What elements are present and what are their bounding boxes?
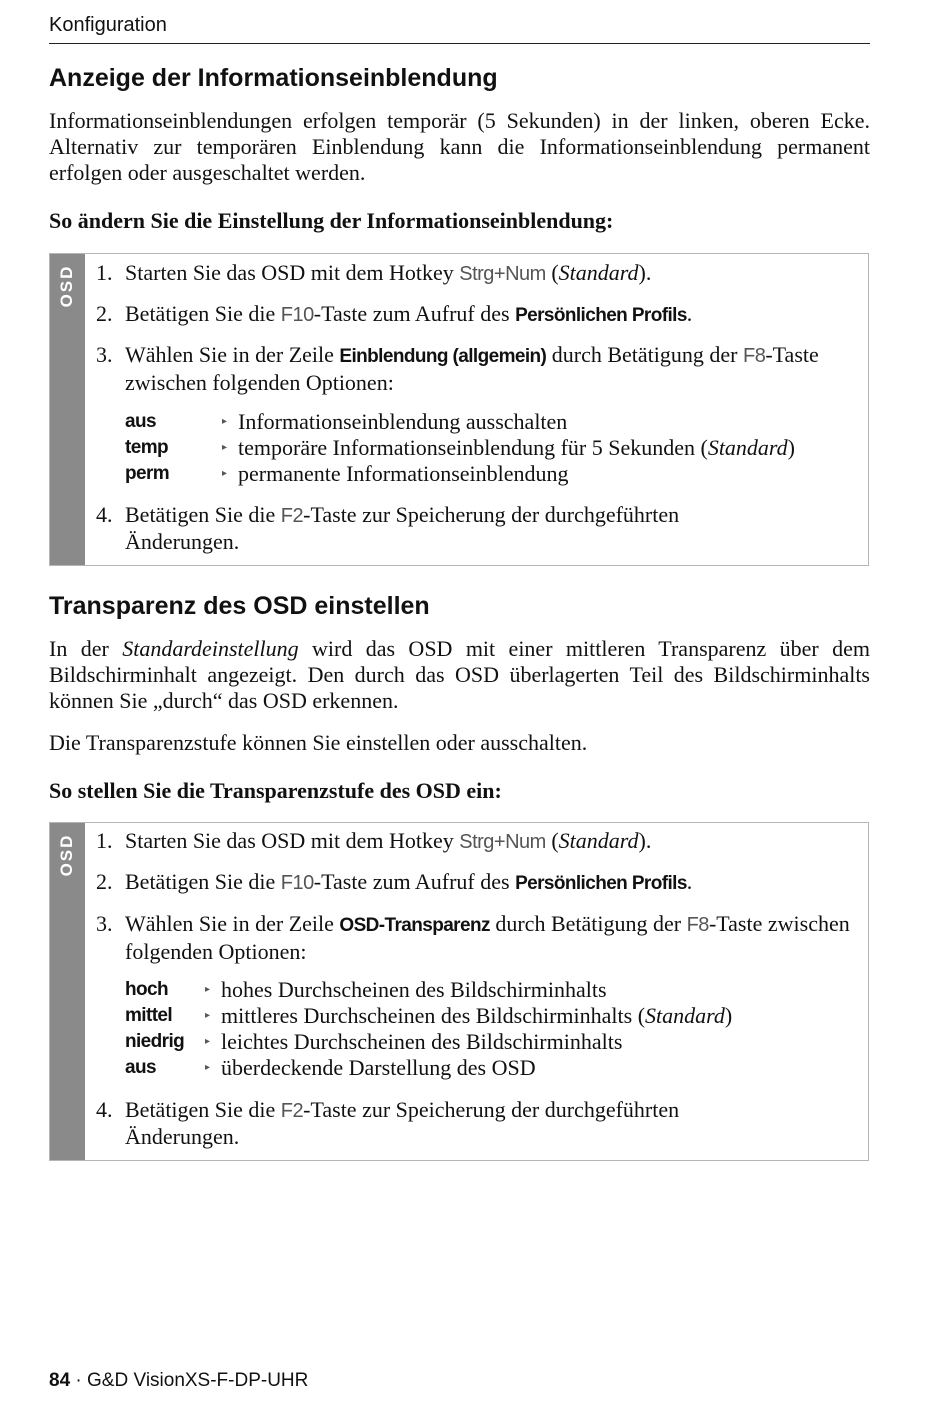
option-description-end: ): [724, 1003, 733, 1028]
section-title-info-overlay: Anzeige der Informationseinblendung: [49, 64, 498, 92]
step-text: (: [545, 260, 559, 285]
option-key: niedrig: [125, 1031, 185, 1052]
option-row: [125, 1055, 855, 1081]
option-key: aus: [125, 411, 156, 432]
menu-name: Persönlichen Profils: [515, 305, 687, 326]
option-row: [125, 1003, 855, 1029]
page-footer: [49, 1370, 308, 1392]
step-number: 3.: [96, 911, 113, 936]
step-4: [96, 1097, 748, 1150]
step-number: 3.: [96, 342, 113, 367]
hotkey: Strg+Num: [459, 831, 546, 853]
step-3: [96, 911, 858, 965]
step-4: [96, 502, 748, 555]
intro-text: wird das OSD mit einer mittleren Transparenz über dem Bildschirminhalt angezeigt. Den durch das OSD überlagerten Teil des Bildschirminhalts können Sie „durch“ das OSD erkennen.: [49, 636, 870, 713]
step-number: 1.: [96, 260, 113, 285]
option-description: mittleres Durchscheinen des Bildschirminhalts (: [221, 1003, 646, 1028]
running-header: Konfiguration: [49, 14, 870, 44]
menu-line-name: OSD-Transparenz: [339, 915, 490, 936]
step-text: ).: [638, 828, 652, 853]
key-name: F8: [742, 345, 766, 367]
step-text: Wählen Sie in der Zeile: [125, 342, 340, 367]
step-text: Starten Sie das OSD mit dem Hotkey: [125, 260, 460, 285]
section-title-transparency: Transparenz des OSD einstellen: [49, 592, 430, 620]
option-row: [125, 409, 855, 435]
step-2: [96, 301, 858, 329]
default-label: Standard: [645, 1003, 725, 1028]
arrow-right-icon: ▸: [205, 1036, 211, 1047]
option-row: [125, 435, 855, 461]
step-text: durch Betätigung der: [489, 911, 687, 936]
option-row: [125, 977, 855, 1003]
step-number: 1.: [96, 828, 113, 853]
step-text: ).: [638, 260, 652, 285]
step-text: Betätigen Sie die: [125, 301, 281, 326]
step-text: -Taste zur Speicherung der durchgeführten Änderungen.: [125, 502, 680, 554]
step-text: Betätigen Sie die: [125, 869, 281, 894]
step-number: 2.: [96, 301, 113, 326]
option-key: hoch: [125, 979, 168, 1000]
osd-instruction-box-1: [49, 253, 869, 566]
option-row: [125, 1029, 855, 1055]
step-text: -Taste zum Aufruf des: [313, 301, 516, 326]
step-text: Betätigen Sie die: [125, 502, 281, 527]
step-number: 4.: [96, 1097, 113, 1122]
option-description: temporäre Informationseinblendung für 5 Sekunden (: [238, 435, 708, 460]
arrow-right-icon: ▸: [222, 468, 228, 479]
step-text: -Taste zur Speicherung der durchgeführten Änderungen.: [125, 1097, 680, 1149]
default-label: Standard: [558, 828, 639, 853]
product-name: G&D VisionXS-F-DP-UHR: [87, 1370, 309, 1391]
section2-para2: Die Transparenzstufe können Sie einstellen oder ausschalten.: [49, 730, 588, 755]
section1-instruction-heading: So ändern Sie die Einstellung der Informationseinblendung:: [49, 208, 614, 233]
intro-text: In der: [49, 636, 123, 661]
osd-tab-label: OSD: [57, 264, 76, 308]
hotkey: Strg+Num: [459, 263, 546, 285]
step-number: 4.: [96, 502, 113, 527]
step-3: [96, 342, 858, 396]
section1-intro: Informationseinblendungen erfolgen temporär (5 Sekunden) in der linken, oberen Ecke. Alternativ zur temporären Einblendung kann die Informationseinblendung permanent erfolgen oder ausgeschaltet werden.: [49, 108, 870, 185]
step-1: [96, 828, 858, 855]
step-text: Betätigen Sie die: [125, 1097, 281, 1122]
section2-intro: [49, 636, 870, 714]
option-key: mittel: [125, 1005, 173, 1026]
step-number: 2.: [96, 869, 113, 894]
step-text: -Taste zwischen folgenden Optionen:: [125, 342, 819, 395]
key-name: F10: [280, 304, 314, 326]
osd-tab: [50, 254, 85, 565]
osd-tab: [50, 823, 85, 1160]
option-description-end: ): [787, 435, 795, 460]
arrow-right-icon: ▸: [205, 1062, 211, 1073]
option-description: permanente Informationseinblendung: [238, 461, 569, 486]
key-name: F10: [280, 872, 314, 894]
osd-instruction-box-2: [49, 822, 869, 1161]
option-description: hohes Durchscheinen des Bildschirminhalts: [221, 977, 607, 1002]
menu-line-name: Einblendung (allgemein): [339, 346, 547, 367]
arrow-right-icon: ▸: [222, 442, 228, 453]
option-key: temp: [125, 437, 168, 458]
step-text: -Taste zum Aufruf des: [313, 869, 516, 894]
step-text: .: [686, 869, 693, 894]
step-text: Wählen Sie in der Zeile: [125, 911, 340, 936]
option-description: Informationseinblendung ausschalten: [238, 409, 568, 434]
option-description: überdeckende Darstellung des OSD: [221, 1055, 536, 1080]
intro-italic: Standardeinstellung: [122, 636, 299, 661]
option-row: [125, 461, 855, 487]
menu-name: Persönlichen Profils: [515, 873, 687, 894]
page-number: 84: [49, 1370, 71, 1391]
option-list: [125, 977, 855, 1081]
default-label: Standard: [707, 435, 788, 460]
step-text: -Taste zwischen folgenden Optionen:: [125, 911, 850, 964]
step-text: durch Betätigung der: [546, 342, 743, 367]
step-2: [96, 869, 858, 897]
arrow-right-icon: ▸: [205, 984, 211, 995]
osd-tab-label: OSD: [57, 833, 76, 877]
arrow-right-icon: ▸: [205, 1010, 211, 1021]
step-text: (: [545, 828, 559, 853]
default-label: Standard: [558, 260, 639, 285]
step-text: .: [686, 301, 693, 326]
option-key: aus: [125, 1057, 156, 1078]
section2-instruction-heading: So stellen Sie die Transparenzstufe des OSD ein:: [49, 778, 502, 803]
footer-separator: ·: [70, 1370, 88, 1391]
option-list: [125, 409, 855, 487]
key-name: F2: [280, 505, 304, 527]
key-name: F2: [280, 1100, 304, 1122]
option-description: leichtes Durchscheinen des Bildschirminhalts: [221, 1029, 623, 1054]
arrow-right-icon: ▸: [222, 416, 228, 427]
option-key: perm: [125, 463, 170, 484]
step-text: Starten Sie das OSD mit dem Hotkey: [125, 828, 460, 853]
key-name: F8: [686, 914, 709, 936]
step-1: [96, 260, 858, 287]
